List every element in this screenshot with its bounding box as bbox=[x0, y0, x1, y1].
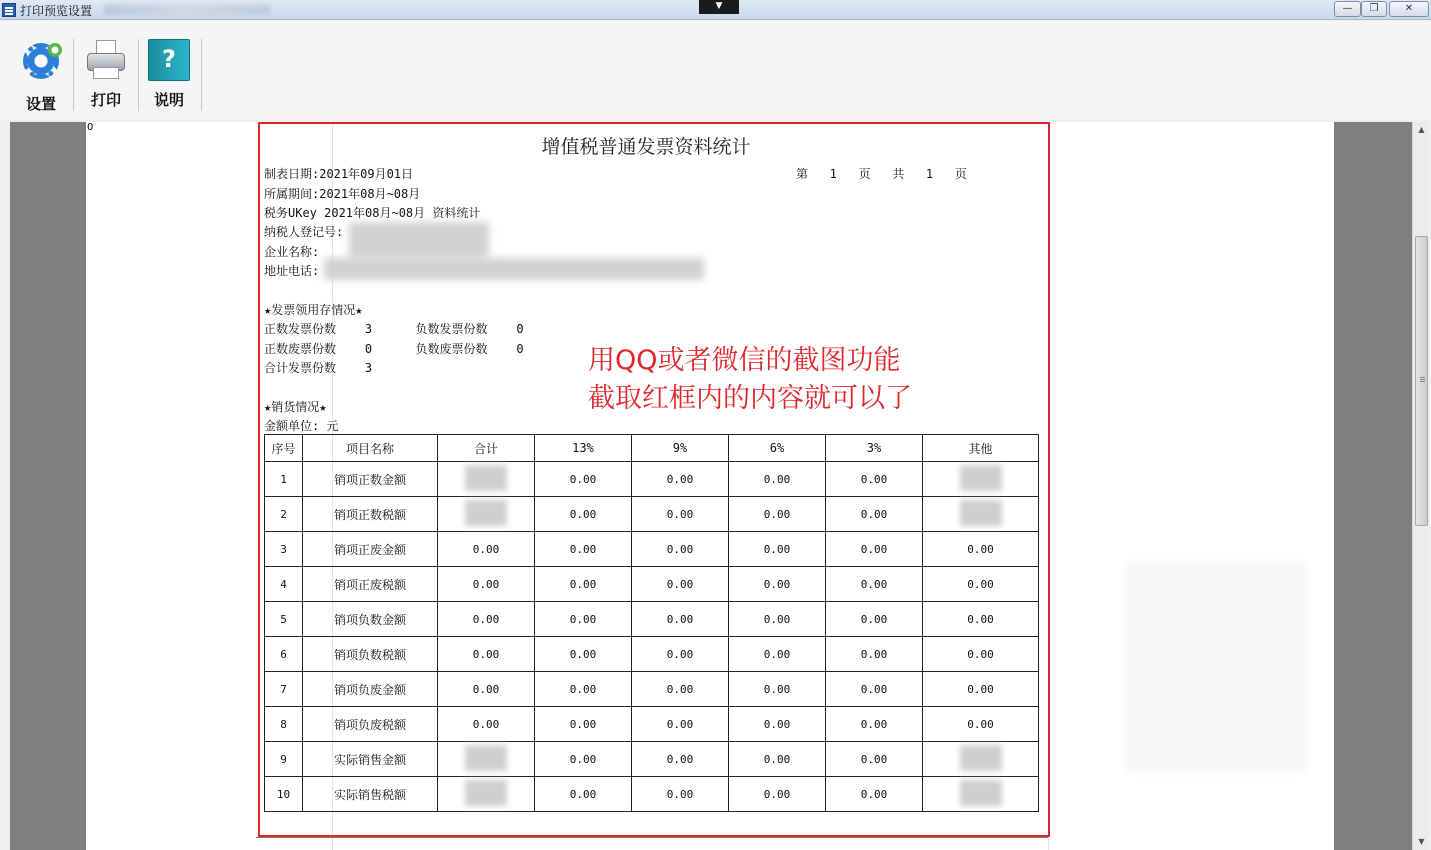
table-cell: 4 bbox=[265, 567, 303, 602]
preview-page bbox=[86, 122, 1334, 850]
report-title: 增值税普通发票资料统计 bbox=[541, 136, 751, 158]
table-cell: 0.00 bbox=[729, 672, 826, 707]
help-label: 说明 bbox=[153, 91, 184, 109]
table-cell: 0.00 bbox=[438, 672, 535, 707]
table-cell: 0.00 bbox=[535, 742, 632, 777]
window-title-redacted bbox=[104, 5, 270, 15]
table-cell: 0.00 bbox=[923, 672, 1039, 707]
table-cell: 0.00 bbox=[632, 672, 729, 707]
table-cell: 9 bbox=[265, 742, 303, 777]
item-name-cell: 销项负数税额 bbox=[303, 637, 438, 672]
table-cell: 0.00 bbox=[729, 742, 826, 777]
annotation-line-2: 截取红框内的内容就可以了 bbox=[588, 383, 912, 414]
table-cell: 0.00 bbox=[632, 742, 729, 777]
app-icon bbox=[2, 3, 16, 17]
table-cell: 0.00 bbox=[826, 742, 923, 777]
table-cell: 0.00 bbox=[438, 567, 535, 602]
scroll-up-arrow-icon[interactable]: ▲ bbox=[1418, 125, 1425, 134]
help-book-icon: ? bbox=[148, 39, 190, 81]
report-address-phone: 地址电话: bbox=[264, 264, 320, 278]
maximize-button[interactable] bbox=[1361, 1, 1387, 17]
column-header: 3% bbox=[826, 435, 923, 462]
table-cell: 0.00 bbox=[729, 707, 826, 742]
item-name-cell: 销项正废税额 bbox=[303, 567, 438, 602]
chevron-down-icon[interactable]: ▼ bbox=[699, 0, 739, 14]
gear-icon bbox=[20, 43, 62, 85]
table-cell: 2 bbox=[265, 497, 303, 532]
table-cell: 0.00 bbox=[632, 777, 729, 812]
column-header: 序号 bbox=[265, 435, 303, 462]
table-cell: 0.00 bbox=[729, 602, 826, 637]
print-preview-area[interactable] bbox=[10, 122, 1412, 850]
section-sales: ★销货情况★ bbox=[264, 400, 327, 414]
column-header: 9% bbox=[632, 435, 729, 462]
table-cell: 0.00 bbox=[826, 497, 923, 532]
table-cell: 0.00 bbox=[729, 777, 826, 812]
table-cell: 0.00 bbox=[632, 602, 729, 637]
table-cell: 0.00 bbox=[826, 567, 923, 602]
table-cell: 6 bbox=[265, 637, 303, 672]
table-cell: 0.00 bbox=[632, 532, 729, 567]
column-header: 其他 bbox=[923, 435, 1039, 462]
amount-unit: 金额单位: 元 bbox=[264, 419, 339, 433]
item-name-cell: 销项负废金额 bbox=[303, 672, 438, 707]
table-cell: 5 bbox=[265, 602, 303, 637]
table-cell: 0.00 bbox=[729, 532, 826, 567]
table-cell: 0.00 bbox=[438, 637, 535, 672]
printer-icon bbox=[85, 39, 127, 81]
report-date: 制表日期:2021年09月01日 bbox=[264, 167, 414, 181]
column-header: 13% bbox=[535, 435, 632, 462]
close-button[interactable] bbox=[1389, 1, 1429, 17]
report-device: 税务UKey 2021年08月~08月 资料统计 bbox=[264, 206, 481, 220]
item-name-cell: 销项负废税额 bbox=[303, 707, 438, 742]
table-cell: 0.00 bbox=[535, 602, 632, 637]
table-cell: 0.00 bbox=[826, 707, 923, 742]
table-cell: 3 bbox=[265, 532, 303, 567]
report-page-info: 第 1 页 共 1 页 bbox=[796, 167, 967, 181]
minimize-button[interactable] bbox=[1334, 1, 1361, 17]
scroll-thumb[interactable] bbox=[1415, 236, 1428, 526]
annotation-line-1: 用QQ或者微信的截图功能 bbox=[588, 345, 901, 376]
toolbar bbox=[0, 21, 1431, 119]
total-count-row: 合计发票份数 3 bbox=[264, 361, 373, 375]
settings-label: 设置 bbox=[25, 95, 56, 113]
close-icon: ✕ bbox=[1404, 3, 1414, 14]
table-cell: 0.00 bbox=[632, 707, 729, 742]
print-label: 打印 bbox=[90, 91, 121, 109]
item-name-cell: 销项负数金额 bbox=[303, 602, 438, 637]
section-invoice-stock: ★发票领用存情况★ bbox=[264, 303, 363, 317]
item-name-cell: 实际销售金额 bbox=[303, 742, 438, 777]
table-cell: 0.00 bbox=[535, 777, 632, 812]
page-bottom-rule bbox=[256, 837, 1048, 838]
table-cell: 0.00 bbox=[923, 637, 1039, 672]
invoice-count-row: 正数发票份数 3 负数发票份数 0 bbox=[264, 322, 524, 336]
table-cell: 0.00 bbox=[535, 567, 632, 602]
vertical-scrollbar[interactable] bbox=[1412, 122, 1429, 850]
table-cell: 0.00 bbox=[535, 672, 632, 707]
table-cell: 0.00 bbox=[632, 462, 729, 497]
window-title: 打印预览设置 bbox=[20, 4, 93, 18]
table-cell: 10 bbox=[265, 777, 303, 812]
settings-button[interactable] bbox=[9, 39, 73, 129]
table-cell: 8 bbox=[265, 707, 303, 742]
report-company-name: 企业名称: bbox=[264, 245, 320, 259]
item-name-cell: 销项正数税额 bbox=[303, 497, 438, 532]
table-cell: 0.00 bbox=[729, 462, 826, 497]
item-name-cell: 销项正数金额 bbox=[303, 462, 438, 497]
faint-background-artifact bbox=[1126, 562, 1306, 772]
table-cell: 0.00 bbox=[826, 637, 923, 672]
minimize-icon: — bbox=[1342, 3, 1353, 14]
table-cell: 0.00 bbox=[826, 602, 923, 637]
page-corner-marker: 0 bbox=[87, 122, 94, 133]
table-cell: 0.00 bbox=[826, 672, 923, 707]
window-titlebar bbox=[0, 0, 1431, 20]
scroll-down-arrow-icon[interactable]: ▼ bbox=[1418, 837, 1425, 846]
column-header: 合计 bbox=[438, 435, 535, 462]
column-header: 项目名称 bbox=[303, 435, 438, 462]
item-name-cell: 实际销售税额 bbox=[303, 777, 438, 812]
column-header: 6% bbox=[729, 435, 826, 462]
table-cell: 0.00 bbox=[923, 567, 1039, 602]
report-period: 所属期间:2021年08月~08月 bbox=[264, 187, 421, 201]
table-cell: 0.00 bbox=[923, 532, 1039, 567]
annotation-text bbox=[588, 342, 912, 418]
report-taxpayer-id: 纳税人登记号: bbox=[264, 225, 344, 239]
help-button[interactable] bbox=[137, 39, 201, 129]
table-cell: 0.00 bbox=[438, 707, 535, 742]
table-cell: 0.00 bbox=[826, 462, 923, 497]
table-cell: 0.00 bbox=[729, 497, 826, 532]
table-cell: 0.00 bbox=[729, 567, 826, 602]
highlight-red-frame bbox=[258, 122, 1050, 837]
table-cell: 0.00 bbox=[923, 602, 1039, 637]
table-cell: 0.00 bbox=[535, 637, 632, 672]
void-count-row: 正数废票份数 0 负数废票份数 0 bbox=[264, 342, 524, 356]
table-cell: 1 bbox=[265, 462, 303, 497]
table-cell: 0.00 bbox=[438, 532, 535, 567]
print-button[interactable] bbox=[74, 39, 138, 129]
table-cell: 0.00 bbox=[632, 637, 729, 672]
toolbar-divider bbox=[201, 39, 202, 111]
table-cell: 0.00 bbox=[535, 532, 632, 567]
table-cell: 0.00 bbox=[535, 462, 632, 497]
item-name-cell: 销项正废金额 bbox=[303, 532, 438, 567]
table-cell: 0.00 bbox=[923, 707, 1039, 742]
table-cell: 0.00 bbox=[535, 497, 632, 532]
table-cell: 7 bbox=[265, 672, 303, 707]
table-cell: 0.00 bbox=[826, 777, 923, 812]
table-cell: 0.00 bbox=[632, 497, 729, 532]
table-cell: 0.00 bbox=[438, 602, 535, 637]
table-cell: 0.00 bbox=[729, 637, 826, 672]
table-cell: 0.00 bbox=[632, 567, 729, 602]
table-cell: 0.00 bbox=[535, 707, 632, 742]
restore-icon: ❐ bbox=[1369, 3, 1379, 14]
table-cell: 0.00 bbox=[826, 532, 923, 567]
